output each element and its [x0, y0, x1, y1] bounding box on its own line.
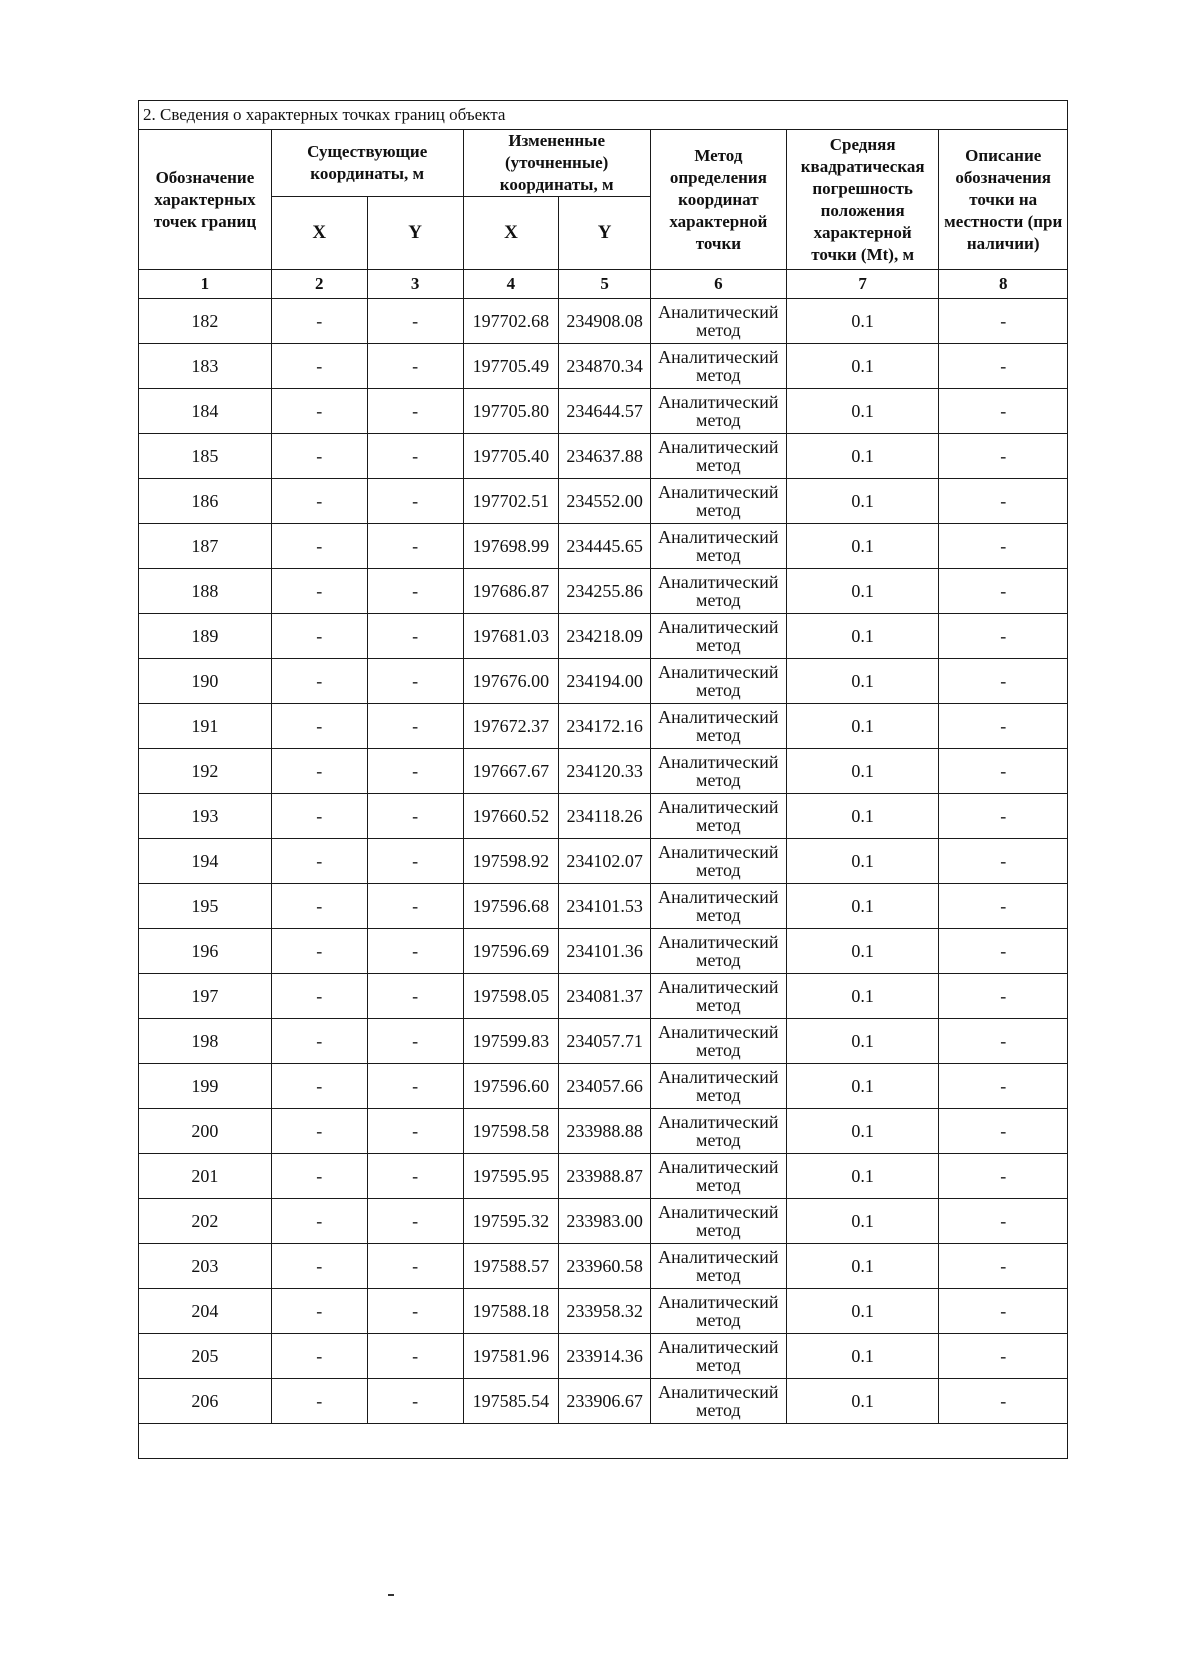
- description-cell: -: [939, 1109, 1068, 1154]
- description-cell: -: [939, 569, 1068, 614]
- changed-y-cell: 234057.71: [559, 1019, 650, 1064]
- method-cell: Аналитический метод: [650, 1379, 786, 1424]
- column-number: 2: [271, 270, 367, 299]
- existing-x-cell: -: [271, 569, 367, 614]
- existing-x-cell: -: [271, 974, 367, 1019]
- method-cell: Аналитический метод: [650, 704, 786, 749]
- changed-y-cell: 234081.37: [559, 974, 650, 1019]
- method-cell: Аналитический метод: [650, 1334, 786, 1379]
- changed-y-cell: 234637.88: [559, 434, 650, 479]
- changed-x-cell: 197672.37: [463, 704, 559, 749]
- point-cell: 204: [139, 1289, 272, 1334]
- point-cell: 196: [139, 929, 272, 974]
- changed-y-cell: 233988.88: [559, 1109, 650, 1154]
- point-cell: 205: [139, 1334, 272, 1379]
- changed-y-cell: 234218.09: [559, 614, 650, 659]
- existing-x-cell: -: [271, 524, 367, 569]
- changed-y-cell: 234255.86: [559, 569, 650, 614]
- changed-y-cell: 234118.26: [559, 794, 650, 839]
- changed-y-cell: 234552.00: [559, 479, 650, 524]
- existing-x-cell: -: [271, 344, 367, 389]
- method-cell: Аналитический метод: [650, 974, 786, 1019]
- method-cell: Аналитический метод: [650, 884, 786, 929]
- scan-speck: [388, 1594, 394, 1596]
- table-row: [139, 974, 1068, 1019]
- mean-error-cell: 0.1: [786, 1064, 938, 1109]
- existing-y-cell: -: [367, 1019, 463, 1064]
- table-row: [139, 884, 1068, 929]
- description-cell: -: [939, 974, 1068, 1019]
- changed-x-cell: 197588.57: [463, 1244, 559, 1289]
- table-row: [139, 794, 1068, 839]
- header-point-designation: Обозначение характерных точек границ: [139, 130, 272, 270]
- table-row: [139, 344, 1068, 389]
- point-cell: 201: [139, 1154, 272, 1199]
- table-row: [139, 1064, 1068, 1109]
- point-cell: 189: [139, 614, 272, 659]
- existing-x-cell: -: [271, 1199, 367, 1244]
- existing-y-cell: -: [367, 749, 463, 794]
- boundary-points-sheet: [138, 100, 1068, 1459]
- table-row: [139, 1289, 1068, 1334]
- column-number: 8: [939, 270, 1068, 299]
- table-row: [139, 1334, 1068, 1379]
- description-cell: -: [939, 1244, 1068, 1289]
- point-cell: 192: [139, 749, 272, 794]
- changed-x-cell: 197598.05: [463, 974, 559, 1019]
- existing-x-cell: -: [271, 1379, 367, 1424]
- method-cell: Аналитический метод: [650, 1199, 786, 1244]
- point-cell: 195: [139, 884, 272, 929]
- existing-y-cell: -: [367, 704, 463, 749]
- existing-y-cell: -: [367, 1334, 463, 1379]
- mean-error-cell: 0.1: [786, 614, 938, 659]
- existing-y-cell: -: [367, 389, 463, 434]
- changed-y-cell: 234101.53: [559, 884, 650, 929]
- method-cell: Аналитический метод: [650, 929, 786, 974]
- changed-y-cell: 233960.58: [559, 1244, 650, 1289]
- changed-y-cell: 233914.36: [559, 1334, 650, 1379]
- point-cell: 184: [139, 389, 272, 434]
- description-cell: -: [939, 1289, 1068, 1334]
- method-cell: Аналитический метод: [650, 1019, 786, 1064]
- table-row: [139, 479, 1068, 524]
- mean-error-cell: 0.1: [786, 659, 938, 704]
- changed-x-cell: 197667.67: [463, 749, 559, 794]
- description-cell: -: [939, 434, 1068, 479]
- existing-y-cell: -: [367, 434, 463, 479]
- header-existing-y: Y: [367, 197, 463, 270]
- changed-x-cell: 197595.95: [463, 1154, 559, 1199]
- column-number: 1: [139, 270, 272, 299]
- mean-error-cell: 0.1: [786, 524, 938, 569]
- table-row: [139, 749, 1068, 794]
- point-cell: 183: [139, 344, 272, 389]
- header-changed-y: Y: [559, 197, 650, 270]
- table-row: [139, 524, 1068, 569]
- method-cell: Аналитический метод: [650, 569, 786, 614]
- column-number: 5: [559, 270, 650, 299]
- existing-x-cell: -: [271, 434, 367, 479]
- existing-y-cell: -: [367, 1109, 463, 1154]
- table-row: [139, 839, 1068, 884]
- method-cell: Аналитический метод: [650, 749, 786, 794]
- point-cell: 199: [139, 1064, 272, 1109]
- changed-x-cell: 197686.87: [463, 569, 559, 614]
- method-cell: Аналитический метод: [650, 614, 786, 659]
- changed-x-cell: 197676.00: [463, 659, 559, 704]
- method-cell: Аналитический метод: [650, 299, 786, 344]
- description-cell: -: [939, 479, 1068, 524]
- changed-y-cell: 234908.08: [559, 299, 650, 344]
- changed-x-cell: 197705.49: [463, 344, 559, 389]
- mean-error-cell: 0.1: [786, 974, 938, 1019]
- changed-y-cell: 234194.00: [559, 659, 650, 704]
- changed-x-cell: 197588.18: [463, 1289, 559, 1334]
- point-cell: 200: [139, 1109, 272, 1154]
- existing-y-cell: -: [367, 974, 463, 1019]
- existing-y-cell: -: [367, 1379, 463, 1424]
- existing-y-cell: -: [367, 569, 463, 614]
- existing-y-cell: -: [367, 614, 463, 659]
- existing-y-cell: -: [367, 299, 463, 344]
- method-cell: Аналитический метод: [650, 524, 786, 569]
- changed-y-cell: 233988.87: [559, 1154, 650, 1199]
- column-numbers-row: [139, 270, 1068, 299]
- point-cell: 198: [139, 1019, 272, 1064]
- mean-error-cell: 0.1: [786, 1109, 938, 1154]
- existing-y-cell: -: [367, 839, 463, 884]
- mean-error-cell: 0.1: [786, 1199, 938, 1244]
- table-row: [139, 1244, 1068, 1289]
- description-cell: -: [939, 659, 1068, 704]
- existing-y-cell: -: [367, 929, 463, 974]
- changed-x-cell: 197598.92: [463, 839, 559, 884]
- mean-error-cell: 0.1: [786, 929, 938, 974]
- description-cell: -: [939, 389, 1068, 434]
- method-cell: Аналитический метод: [650, 389, 786, 434]
- existing-x-cell: -: [271, 1334, 367, 1379]
- changed-y-cell: 234057.66: [559, 1064, 650, 1109]
- point-cell: 185: [139, 434, 272, 479]
- table-row: [139, 569, 1068, 614]
- header-description: Описание обозначения точки на местности (при наличии): [939, 130, 1068, 270]
- changed-x-cell: 197596.60: [463, 1064, 559, 1109]
- mean-error-cell: 0.1: [786, 434, 938, 479]
- existing-x-cell: -: [271, 299, 367, 344]
- existing-x-cell: -: [271, 1154, 367, 1199]
- mean-error-cell: 0.1: [786, 299, 938, 344]
- method-cell: Аналитический метод: [650, 1109, 786, 1154]
- mean-error-cell: 0.1: [786, 1154, 938, 1199]
- mean-error-cell: 0.1: [786, 1334, 938, 1379]
- changed-x-cell: 197581.96: [463, 1334, 559, 1379]
- description-cell: -: [939, 1199, 1068, 1244]
- point-cell: 202: [139, 1199, 272, 1244]
- existing-x-cell: -: [271, 749, 367, 794]
- existing-x-cell: -: [271, 1289, 367, 1334]
- description-cell: -: [939, 839, 1068, 884]
- header-existing-coordinates: Существующие координаты, м: [271, 130, 463, 197]
- method-cell: Аналитический метод: [650, 659, 786, 704]
- existing-y-cell: -: [367, 1154, 463, 1199]
- column-number: 6: [650, 270, 786, 299]
- existing-x-cell: -: [271, 389, 367, 434]
- changed-x-cell: 197702.68: [463, 299, 559, 344]
- description-cell: -: [939, 299, 1068, 344]
- point-cell: 203: [139, 1244, 272, 1289]
- table-row: [139, 1109, 1068, 1154]
- existing-x-cell: -: [271, 884, 367, 929]
- method-cell: Аналитический метод: [650, 434, 786, 479]
- existing-y-cell: -: [367, 524, 463, 569]
- mean-error-cell: 0.1: [786, 749, 938, 794]
- changed-x-cell: 197705.80: [463, 389, 559, 434]
- changed-x-cell: 197681.03: [463, 614, 559, 659]
- existing-y-cell: -: [367, 659, 463, 704]
- existing-x-cell: -: [271, 1064, 367, 1109]
- existing-x-cell: -: [271, 1244, 367, 1289]
- method-cell: Аналитический метод: [650, 1244, 786, 1289]
- point-cell: 194: [139, 839, 272, 884]
- table-row: [139, 659, 1068, 704]
- existing-y-cell: -: [367, 479, 463, 524]
- changed-x-cell: 197596.69: [463, 929, 559, 974]
- method-cell: Аналитический метод: [650, 1064, 786, 1109]
- header-mean-error: Средняя квадратическая погрешность положения характерной точки (Mt), м: [786, 130, 938, 270]
- table-row: [139, 1379, 1068, 1424]
- method-cell: Аналитический метод: [650, 794, 786, 839]
- changed-y-cell: 234644.57: [559, 389, 650, 434]
- description-cell: -: [939, 1019, 1068, 1064]
- column-number: 3: [367, 270, 463, 299]
- existing-y-cell: -: [367, 1199, 463, 1244]
- existing-y-cell: -: [367, 1289, 463, 1334]
- table-row: [139, 1019, 1068, 1064]
- mean-error-cell: 0.1: [786, 794, 938, 839]
- mean-error-cell: 0.1: [786, 569, 938, 614]
- point-cell: 182: [139, 299, 272, 344]
- mean-error-cell: 0.1: [786, 1379, 938, 1424]
- changed-x-cell: 197698.99: [463, 524, 559, 569]
- point-cell: 187: [139, 524, 272, 569]
- changed-x-cell: 197705.40: [463, 434, 559, 479]
- point-cell: 197: [139, 974, 272, 1019]
- column-number: 7: [786, 270, 938, 299]
- description-cell: -: [939, 1064, 1068, 1109]
- header-existing-x: X: [271, 197, 367, 270]
- table-row: [139, 434, 1068, 479]
- point-cell: 206: [139, 1379, 272, 1424]
- table-body: [139, 299, 1068, 1424]
- existing-y-cell: -: [367, 1064, 463, 1109]
- mean-error-cell: 0.1: [786, 1019, 938, 1064]
- header-changed-x: X: [463, 197, 559, 270]
- point-cell: 191: [139, 704, 272, 749]
- point-cell: 190: [139, 659, 272, 704]
- existing-y-cell: -: [367, 884, 463, 929]
- mean-error-cell: 0.1: [786, 704, 938, 749]
- changed-y-cell: 234870.34: [559, 344, 650, 389]
- header-method: Метод определения координат характерной точки: [650, 130, 786, 270]
- mean-error-cell: 0.1: [786, 839, 938, 884]
- point-cell: 188: [139, 569, 272, 614]
- existing-x-cell: -: [271, 1019, 367, 1064]
- point-cell: 193: [139, 794, 272, 839]
- changed-x-cell: 197595.32: [463, 1199, 559, 1244]
- changed-x-cell: 197660.52: [463, 794, 559, 839]
- changed-y-cell: 233983.00: [559, 1199, 650, 1244]
- description-cell: -: [939, 704, 1068, 749]
- table-row: [139, 1199, 1068, 1244]
- point-cell: 186: [139, 479, 272, 524]
- table-row: [139, 614, 1068, 659]
- changed-y-cell: 234102.07: [559, 839, 650, 884]
- changed-x-cell: 197596.68: [463, 884, 559, 929]
- existing-y-cell: -: [367, 1244, 463, 1289]
- changed-y-cell: 234172.16: [559, 704, 650, 749]
- changed-x-cell: 197585.54: [463, 1379, 559, 1424]
- mean-error-cell: 0.1: [786, 479, 938, 524]
- mean-error-cell: 0.1: [786, 389, 938, 434]
- existing-y-cell: -: [367, 794, 463, 839]
- existing-x-cell: -: [271, 794, 367, 839]
- mean-error-cell: 0.1: [786, 1289, 938, 1334]
- empty-footer-cell: [139, 1424, 1068, 1459]
- changed-y-cell: 234120.33: [559, 749, 650, 794]
- description-cell: -: [939, 614, 1068, 659]
- existing-x-cell: -: [271, 659, 367, 704]
- description-cell: -: [939, 794, 1068, 839]
- changed-y-cell: 233958.32: [559, 1289, 650, 1334]
- method-cell: Аналитический метод: [650, 839, 786, 884]
- table-row: [139, 929, 1068, 974]
- existing-x-cell: -: [271, 614, 367, 659]
- column-number: 4: [463, 270, 559, 299]
- changed-y-cell: 234445.65: [559, 524, 650, 569]
- changed-y-cell: 233906.67: [559, 1379, 650, 1424]
- existing-x-cell: -: [271, 1109, 367, 1154]
- description-cell: -: [939, 1334, 1068, 1379]
- method-cell: Аналитический метод: [650, 1289, 786, 1334]
- description-cell: -: [939, 524, 1068, 569]
- method-cell: Аналитический метод: [650, 479, 786, 524]
- table-row: [139, 389, 1068, 434]
- header-changed-coordinates: Измененные (уточненные) координаты, м: [463, 130, 650, 197]
- table-row: [139, 704, 1068, 749]
- description-cell: -: [939, 344, 1068, 389]
- existing-x-cell: -: [271, 704, 367, 749]
- changed-x-cell: 197599.83: [463, 1019, 559, 1064]
- existing-y-cell: -: [367, 344, 463, 389]
- method-cell: Аналитический метод: [650, 1154, 786, 1199]
- existing-x-cell: -: [271, 839, 367, 884]
- table-row: [139, 299, 1068, 344]
- table-row: [139, 1154, 1068, 1199]
- description-cell: -: [939, 749, 1068, 794]
- description-cell: -: [939, 884, 1068, 929]
- mean-error-cell: 0.1: [786, 1244, 938, 1289]
- method-cell: Аналитический метод: [650, 344, 786, 389]
- existing-x-cell: -: [271, 479, 367, 524]
- table-footer-row: [139, 1424, 1068, 1459]
- section-title: 2. Сведения о характерных точках границ объекта: [139, 101, 1068, 130]
- existing-x-cell: -: [271, 929, 367, 974]
- changed-x-cell: 197598.58: [463, 1109, 559, 1154]
- changed-y-cell: 234101.36: [559, 929, 650, 974]
- description-cell: -: [939, 929, 1068, 974]
- description-cell: -: [939, 1154, 1068, 1199]
- boundary-points-table: [138, 100, 1068, 1459]
- changed-x-cell: 197702.51: [463, 479, 559, 524]
- mean-error-cell: 0.1: [786, 884, 938, 929]
- mean-error-cell: 0.1: [786, 344, 938, 389]
- description-cell: -: [939, 1379, 1068, 1424]
